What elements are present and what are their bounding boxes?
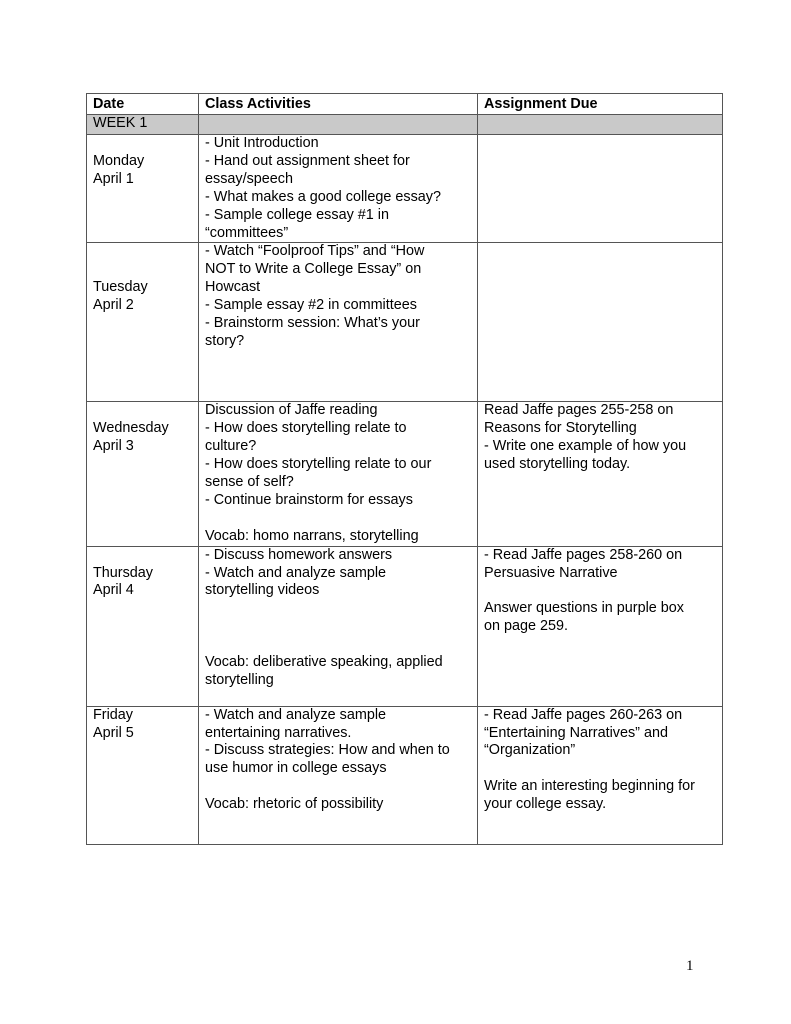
activity-line: NOT to Write a College Essay” on <box>205 261 422 278</box>
vocab-line: Vocab: deliberative speaking, applied <box>205 654 443 671</box>
activity-line: use humor in college essays <box>205 760 387 777</box>
assignment-line: Answer questions in purple box <box>484 600 684 617</box>
activity-line: - Sample essay #2 in committees <box>205 297 417 314</box>
activity-line: - Watch and analyze sample <box>205 564 387 581</box>
table-row <box>87 243 723 402</box>
day-name: Friday <box>93 706 133 723</box>
day-date: April 3 <box>93 438 134 455</box>
activities-cell <box>199 546 478 706</box>
activity-line: - Unit Introduction <box>205 135 319 151</box>
schedule-table <box>86 93 723 845</box>
header-row <box>87 94 723 115</box>
assignment-line: Persuasive Narrative <box>484 564 618 581</box>
activities-cell <box>199 706 478 844</box>
assignment-line: - Read Jaffe pages 260-263 on <box>484 706 683 723</box>
day-name: Tuesday <box>93 279 148 296</box>
date-cell <box>87 546 199 706</box>
page-number: 1 <box>686 958 694 974</box>
activity-line: Howcast <box>205 279 261 296</box>
assignment-cell <box>478 706 723 844</box>
activity-line: - Hand out assignment sheet for <box>205 152 410 169</box>
table-row <box>87 135 723 243</box>
table-row <box>87 402 723 546</box>
activity-line: entertaining narratives. <box>205 724 352 741</box>
assignment-line: your college essay. <box>484 796 607 813</box>
assignment-line: Read Jaffe pages 255-258 on <box>484 402 674 419</box>
assignment-line: - Write one example of how you <box>484 438 687 455</box>
day-name: Monday <box>93 152 145 169</box>
activity-line: - Discuss strategies: How and when to <box>205 742 450 759</box>
week-row <box>87 115 723 135</box>
date-cell <box>87 135 199 243</box>
table-row <box>87 546 723 706</box>
activity-line: story? <box>205 332 245 349</box>
assignment-line: Reasons for Storytelling <box>484 420 637 437</box>
date-cell <box>87 243 199 402</box>
table-row <box>87 706 723 844</box>
header-assignment-due: Assignment Due <box>478 94 723 115</box>
vocab-line: Vocab: homo narrans, storytelling <box>205 527 419 544</box>
week-empty-cell <box>478 115 723 135</box>
week-empty-cell <box>199 115 478 135</box>
day-name: Thursday <box>93 564 153 581</box>
assignment-line: “Organization” <box>484 742 576 759</box>
day-date: April 4 <box>93 582 134 599</box>
date-cell <box>87 706 199 844</box>
activity-line: culture? <box>205 438 257 455</box>
week-label: WEEK 1 <box>87 115 199 135</box>
day-date: April 1 <box>93 170 134 187</box>
assignment-cell <box>478 546 723 706</box>
header-date: Date <box>87 94 199 115</box>
vocab-line: storytelling <box>205 671 274 688</box>
assignment-cell <box>478 402 723 546</box>
assignment-cell <box>478 135 723 243</box>
vocab-line: Vocab: rhetoric of possibility <box>205 796 384 813</box>
activities-cell <box>199 402 478 546</box>
activity-line: “committees” <box>205 224 289 241</box>
activities-cell <box>199 135 478 243</box>
date-cell <box>87 402 199 546</box>
activity-line: - Watch and analyze sample <box>205 706 387 723</box>
day-date: April 5 <box>93 724 134 741</box>
header-class-activities: Class Activities <box>199 94 478 115</box>
activity-line: essay/speech <box>205 170 293 187</box>
activity-line: - How does storytelling relate to our <box>205 456 432 473</box>
assignment-line: on page 259. <box>484 618 569 635</box>
activity-line: sense of self? <box>205 474 294 491</box>
activity-line: - How does storytelling relate to <box>205 420 407 437</box>
assignment-line: “Entertaining Narratives” and <box>484 724 668 741</box>
activities-cell <box>199 243 478 402</box>
activity-line: - Brainstorm session: What’s your <box>205 315 420 332</box>
day-name: Wednesday <box>93 420 169 437</box>
assignment-line: used storytelling today. <box>484 456 631 473</box>
assignment-line: - Read Jaffe pages 258-260 on <box>484 546 683 563</box>
activity-line: - Discuss homework answers <box>205 546 393 563</box>
activity-line: storytelling videos <box>205 582 320 599</box>
assignment-line: Write an interesting beginning for <box>484 778 695 795</box>
activity-line: Discussion of Jaffe reading <box>205 402 378 419</box>
activity-line: - Sample college essay #1 in <box>205 206 389 223</box>
activity-line: - Continue brainstorm for essays <box>205 491 413 508</box>
assignment-cell <box>478 243 723 402</box>
activity-line: - Watch “Foolproof Tips” and “How <box>205 243 425 260</box>
day-date: April 2 <box>93 297 134 314</box>
activity-line: - What makes a good college essay? <box>205 188 441 205</box>
